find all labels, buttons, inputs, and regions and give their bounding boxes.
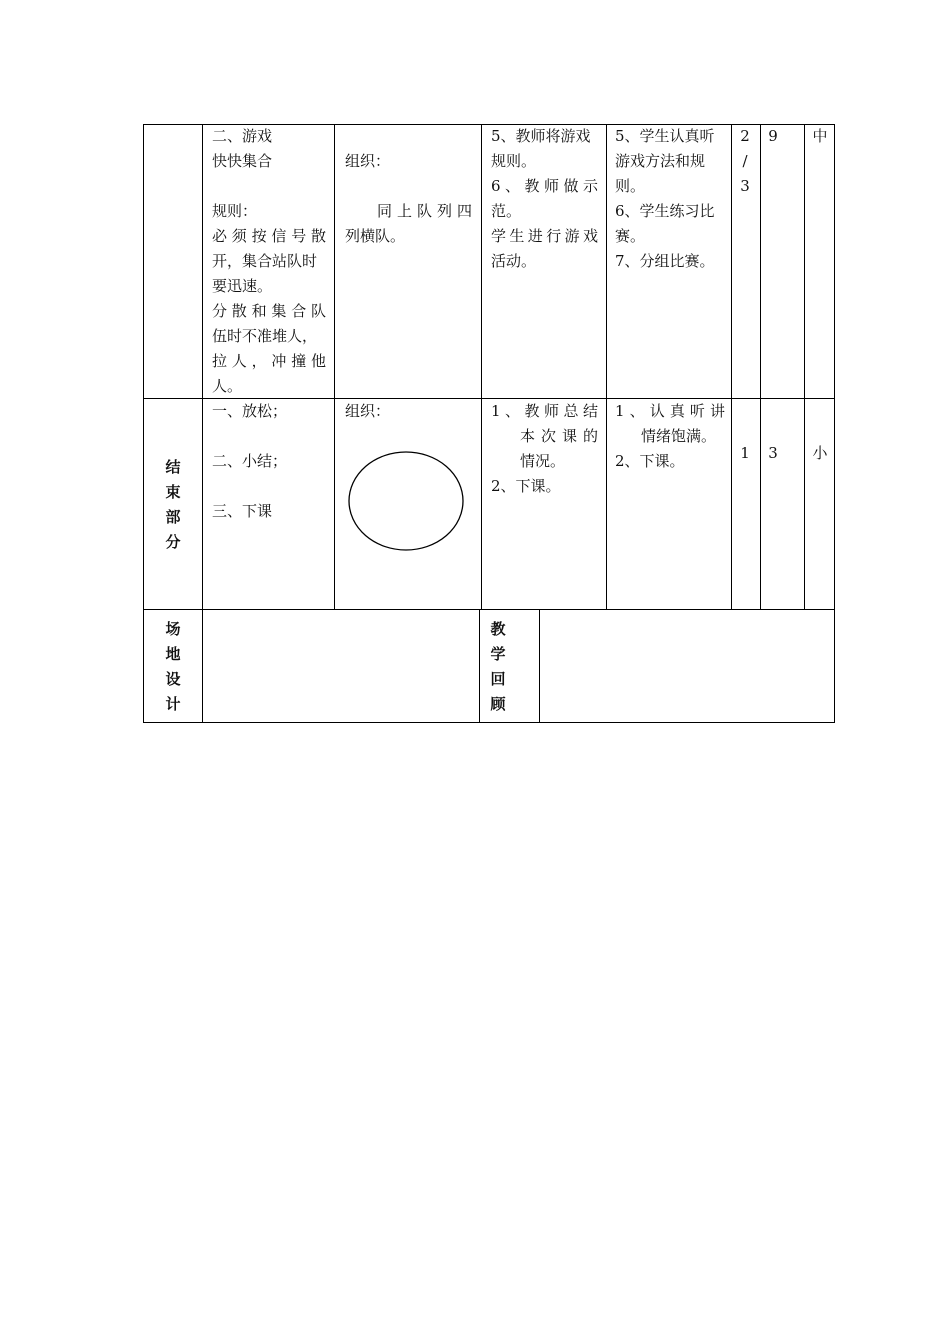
ending-minutes-cell [762,441,784,466]
organization-line: 同上队列四 [377,202,472,220]
times-value: 1 [740,444,750,462]
game-minutes-cell [762,124,784,149]
organization-line: 列横队。 [345,227,406,245]
times-value: 3 [740,177,750,195]
minutes-value: 9 [768,127,778,145]
student-step: 5、学生认真听 [615,127,715,145]
teaching-review-label: 教 学 回 顾 [490,620,506,713]
teacher-step: 本次课的 [520,427,598,445]
times-value: / [742,152,748,170]
col-divider-student [606,124,607,610]
rule-line: 伍时不准堆人， [212,327,318,345]
ending-item: 二、小结； [212,452,288,470]
table-border-right [834,124,835,723]
game-teacher-cell [491,124,598,274]
col-divider-minutes [760,124,761,610]
game-content-cell [212,124,326,399]
rule-line: 人。 [212,377,243,395]
game-name: 快快集合 [212,152,273,170]
rule-line: 拉人，冲撞他 [212,352,326,370]
student-step: 7、分组比赛。 [615,252,715,270]
student-step: 游戏方法和规 [615,152,706,170]
student-step: 1、认真听讲 [615,402,725,420]
student-step: 则。 [615,177,646,195]
footer-divider-review-right [539,609,540,723]
game-times-cell [733,124,757,199]
intensity-value: 中 [812,127,828,145]
col-divider-organization [334,124,335,610]
minutes-value: 3 [768,444,778,462]
student-step: 2、下课。 [615,452,685,470]
col-divider-intensity [804,124,805,610]
ending-teacher-cell [491,399,598,499]
game-heading: 二、游戏 [212,127,273,145]
teacher-step: 1、教师总结 [491,402,598,420]
intensity-value: 小 [812,444,828,462]
teacher-step: 活动。 [491,252,537,270]
game-student-cell [615,124,725,274]
rule-line: 开，集合站队时 [212,252,318,270]
teacher-step: 5、教师将游戏 [491,127,591,145]
rule-line: 必须按信号散 [212,227,326,245]
venue-design-label: 场 地 设 计 [165,620,181,713]
ending-intensity-cell [806,441,834,466]
teacher-step: 6、教师做示 [491,177,598,195]
ending-section-label: 结 束 部 分 [165,458,181,551]
blank-line [212,174,326,199]
rule-line: 分散和集合队 [212,302,326,320]
col-divider-times [731,124,732,610]
ending-item: 三、下课 [212,502,273,520]
table-border-bottom [143,722,835,723]
game-organization-cell [345,149,475,249]
ending-organization-cell [345,399,475,424]
student-step: 情绪饱满。 [641,427,717,445]
table-border-left [143,124,144,723]
col-divider-content [202,124,203,723]
teacher-step: 2、下课。 [491,477,561,495]
game-intensity-cell [806,124,834,149]
rules-label: 规则： [212,202,258,220]
times-value: 2 [740,127,750,145]
circle-formation-diagram [346,450,466,554]
teacher-step: 规则。 [491,152,537,170]
teacher-step: 学生进行游戏 [491,227,598,245]
col-divider-teacher [481,124,482,610]
student-step: 赛。 [615,227,646,245]
rule-line: 要迅速。 [212,277,273,295]
student-step: 6、学生练习比 [615,202,715,220]
ending-student-cell [615,399,725,474]
blank-line [345,174,475,199]
ending-item: 一、放松； [212,402,288,420]
teacher-step: 范。 [491,202,522,220]
ending-times-cell [733,441,757,466]
footer-divider-review-left [479,609,480,723]
ending-content-cell [212,399,326,524]
organization-label: 组织： [345,152,391,170]
teacher-step: 情况。 [520,452,566,470]
organization-label: 组织： [345,402,391,420]
